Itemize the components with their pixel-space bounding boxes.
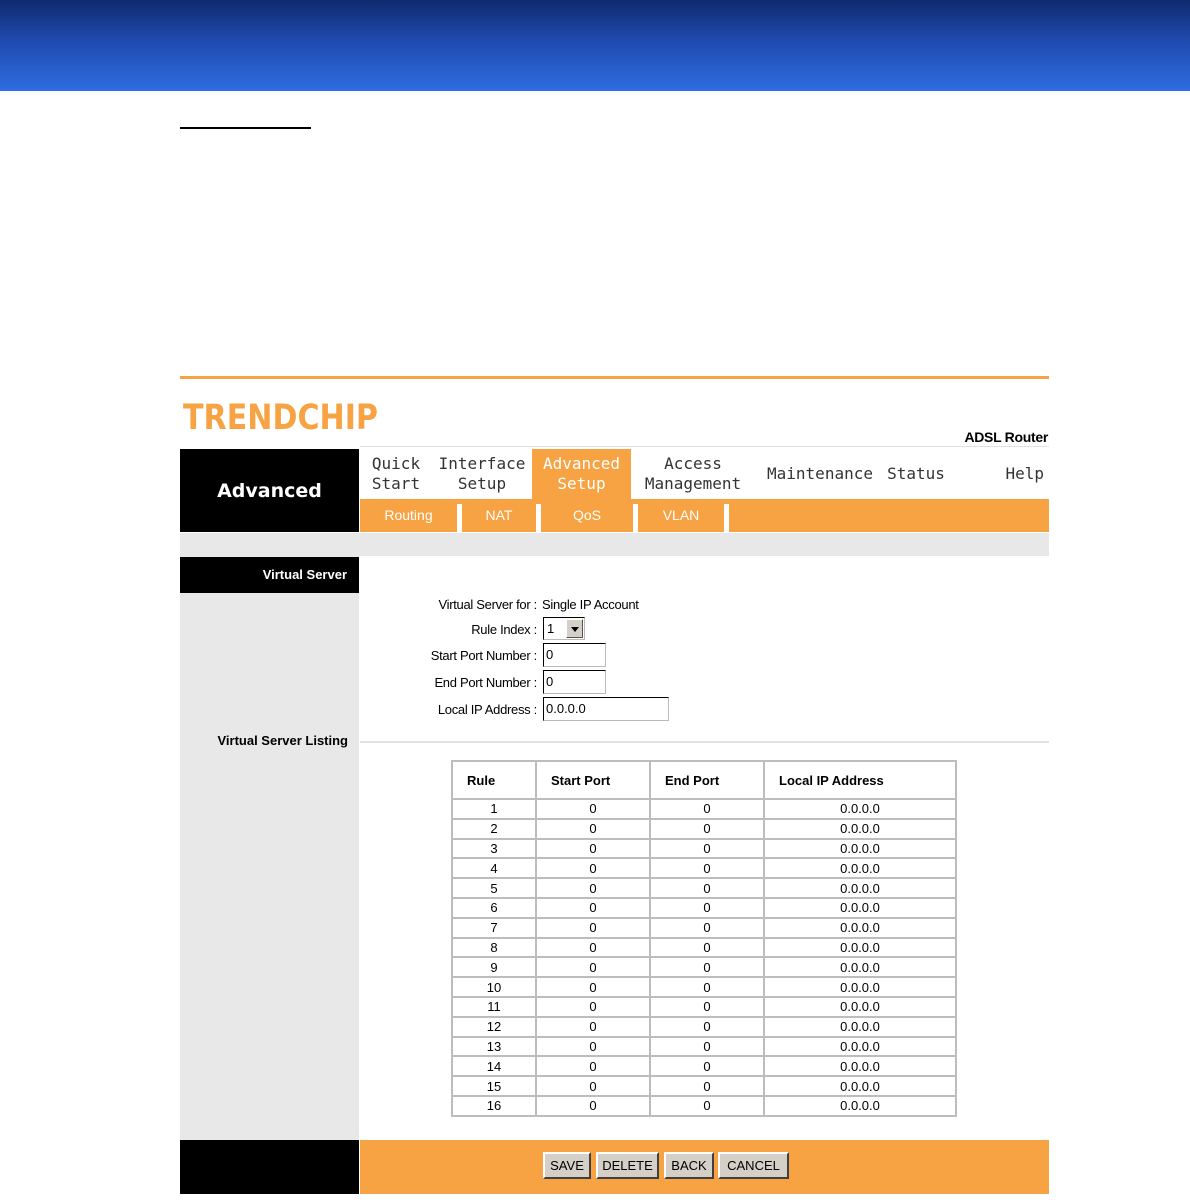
table-row [452, 839, 956, 859]
nav-label: Help [1005, 464, 1044, 483]
trendchip-logo: TRENDCHIP [183, 398, 378, 438]
table-row [452, 977, 956, 997]
cell-end-port: 0 [650, 1037, 764, 1057]
cell-rule: 7 [452, 918, 536, 938]
table-row [452, 1076, 956, 1096]
cell-start-port: 0 [536, 1056, 650, 1076]
cell-local-ip: 0.0.0.0 [764, 799, 956, 819]
cell-local-ip: 0.0.0.0 [764, 878, 956, 898]
cell-end-port: 0 [650, 957, 764, 977]
nav-interface-setup[interactable] [432, 449, 532, 499]
cell-local-ip: 0.0.0.0 [764, 938, 956, 958]
table-row [452, 918, 956, 938]
cell-local-ip: 0.0.0.0 [764, 898, 956, 918]
cell-local-ip: 0.0.0.0 [764, 819, 956, 839]
cell-start-port: 0 [536, 858, 650, 878]
cell-start-port: 0 [536, 1037, 650, 1057]
cell-start-port: 0 [536, 819, 650, 839]
virtual-server-table [451, 760, 957, 1117]
column-header-local-ip: Local IP Address [764, 761, 956, 799]
nav-quick-start[interactable] [360, 449, 432, 499]
cell-local-ip: 0.0.0.0 [764, 1096, 956, 1116]
table-row [452, 1056, 956, 1076]
cell-start-port: 0 [536, 1017, 650, 1037]
cell-end-port: 0 [650, 918, 764, 938]
cell-start-port: 0 [536, 957, 650, 977]
top-accent-line [180, 376, 1049, 379]
main-navigation [360, 449, 1049, 499]
virtual-server-listing-heading: Virtual Server Listing [217, 733, 348, 748]
start-port-input[interactable]: 0 [543, 643, 606, 667]
cell-local-ip: 0.0.0.0 [764, 918, 956, 938]
table-body [452, 799, 956, 1116]
table-row [452, 1037, 956, 1057]
cell-start-port: 0 [536, 977, 650, 997]
table-row [452, 898, 956, 918]
chevron-down-icon[interactable] [566, 619, 583, 638]
content-top-strip [180, 533, 1049, 556]
listing-divider [360, 741, 1049, 743]
vs-for-label: Virtual Server for : [438, 597, 537, 612]
router-web-ui [180, 376, 1049, 1194]
cell-end-port: 0 [650, 898, 764, 918]
cell-end-port: 0 [650, 1017, 764, 1037]
local-ip-input[interactable]: 0.0.0.0 [543, 697, 669, 721]
cell-local-ip: 0.0.0.0 [764, 1037, 956, 1057]
local-ip-label: Local IP Address : [437, 702, 537, 717]
nav-access-management[interactable] [631, 449, 755, 499]
table-row [452, 938, 956, 958]
cell-start-port: 0 [536, 839, 650, 859]
cell-end-port: 0 [650, 1056, 764, 1076]
table-row [452, 878, 956, 898]
section-title: Advanced [180, 449, 359, 532]
cell-end-port: 0 [650, 799, 764, 819]
nav-label: Maintenance [767, 464, 873, 483]
cell-local-ip: 0.0.0.0 [764, 997, 956, 1017]
delete-button[interactable]: DELETE [596, 1152, 659, 1179]
nav-advanced-setup[interactable] [532, 449, 631, 499]
cell-rule: 10 [452, 977, 536, 997]
start-port-label: Start Port Number : [430, 648, 537, 663]
cancel-button[interactable]: CANCEL [718, 1152, 789, 1179]
slide-header-banner [0, 0, 1190, 91]
cell-end-port: 0 [650, 1096, 764, 1116]
cell-local-ip: 0.0.0.0 [764, 858, 956, 878]
rule-index-select[interactable] [543, 617, 585, 640]
cell-start-port: 0 [536, 1076, 650, 1096]
cell-local-ip: 0.0.0.0 [764, 977, 956, 997]
cell-rule: 4 [452, 858, 536, 878]
nav-maintenance[interactable] [765, 449, 875, 499]
footer-left-block [180, 1140, 359, 1194]
cell-rule: 9 [452, 957, 536, 977]
cell-start-port: 0 [536, 938, 650, 958]
cell-rule: 1 [452, 799, 536, 819]
table-row [452, 799, 956, 819]
nav-label: Interface Setup [438, 454, 526, 493]
cell-start-port: 0 [536, 997, 650, 1017]
table-row [452, 997, 956, 1017]
column-header-rule: Rule [452, 761, 536, 799]
back-button[interactable]: BACK [664, 1152, 714, 1179]
cell-rule: 13 [452, 1037, 536, 1057]
product-name: ADSL Router [964, 429, 1048, 445]
end-port-input[interactable]: 0 [543, 670, 606, 694]
column-header-end-port: End Port [650, 761, 764, 799]
cell-end-port: 0 [650, 997, 764, 1017]
slide-title-underline [180, 127, 311, 129]
cell-rule: 8 [452, 938, 536, 958]
subnav-nat[interactable]: NAT [485, 507, 513, 523]
cell-rule: 5 [452, 878, 536, 898]
nav-status[interactable] [875, 449, 957, 499]
cell-rule: 2 [452, 819, 536, 839]
virtual-server-heading: Virtual Server [180, 557, 359, 593]
nav-help[interactable] [980, 449, 1044, 499]
sub-navigation [360, 499, 1049, 532]
cell-rule: 14 [452, 1056, 536, 1076]
cell-end-port: 0 [650, 977, 764, 997]
cell-local-ip: 0.0.0.0 [764, 1076, 956, 1096]
cell-rule: 15 [452, 1076, 536, 1096]
subnav-qos[interactable]: QoS [572, 507, 601, 523]
nav-label: Quick Start [371, 454, 421, 493]
cell-start-port: 0 [536, 1096, 650, 1116]
vs-for-value: Single IP Account [542, 597, 639, 612]
cell-start-port: 0 [536, 898, 650, 918]
cell-end-port: 0 [650, 858, 764, 878]
cell-end-port: 0 [650, 819, 764, 839]
cell-end-port: 0 [650, 1076, 764, 1096]
subnav-routing[interactable]: Routing [384, 507, 433, 523]
cell-rule: 6 [452, 898, 536, 918]
cell-rule: 12 [452, 1017, 536, 1037]
cell-rule: 11 [452, 997, 536, 1017]
table-header-row [452, 761, 956, 799]
cell-local-ip: 0.0.0.0 [764, 839, 956, 859]
table-row [452, 957, 956, 977]
cell-rule: 16 [452, 1096, 536, 1116]
cell-local-ip: 0.0.0.0 [764, 1056, 956, 1076]
cell-start-port: 0 [536, 878, 650, 898]
table-row [452, 1096, 956, 1116]
table-row [452, 1017, 956, 1037]
end-port-label: End Port Number : [434, 675, 537, 690]
rule-index-label: Rule Index : [471, 622, 537, 637]
cell-start-port: 0 [536, 799, 650, 819]
nav-label: Status [887, 464, 945, 483]
cell-end-port: 0 [650, 938, 764, 958]
table-row [452, 819, 956, 839]
cell-start-port: 0 [536, 918, 650, 938]
table-row [452, 858, 956, 878]
subnav-separator [724, 504, 729, 532]
left-label-column [180, 556, 359, 1140]
nav-label: Access Management [644, 454, 742, 493]
cell-rule: 3 [452, 839, 536, 859]
column-header-start-port: Start Port [536, 761, 650, 799]
cell-end-port: 0 [650, 878, 764, 898]
header-divider [360, 446, 1049, 447]
cell-local-ip: 0.0.0.0 [764, 1017, 956, 1037]
cell-end-port: 0 [650, 839, 764, 859]
rule-index-value: 1 [547, 621, 555, 636]
save-button[interactable]: SAVE [543, 1152, 591, 1179]
nav-label: Advanced Setup [542, 454, 621, 493]
subnav-vlan[interactable]: VLAN [662, 507, 700, 523]
cell-local-ip: 0.0.0.0 [764, 957, 956, 977]
